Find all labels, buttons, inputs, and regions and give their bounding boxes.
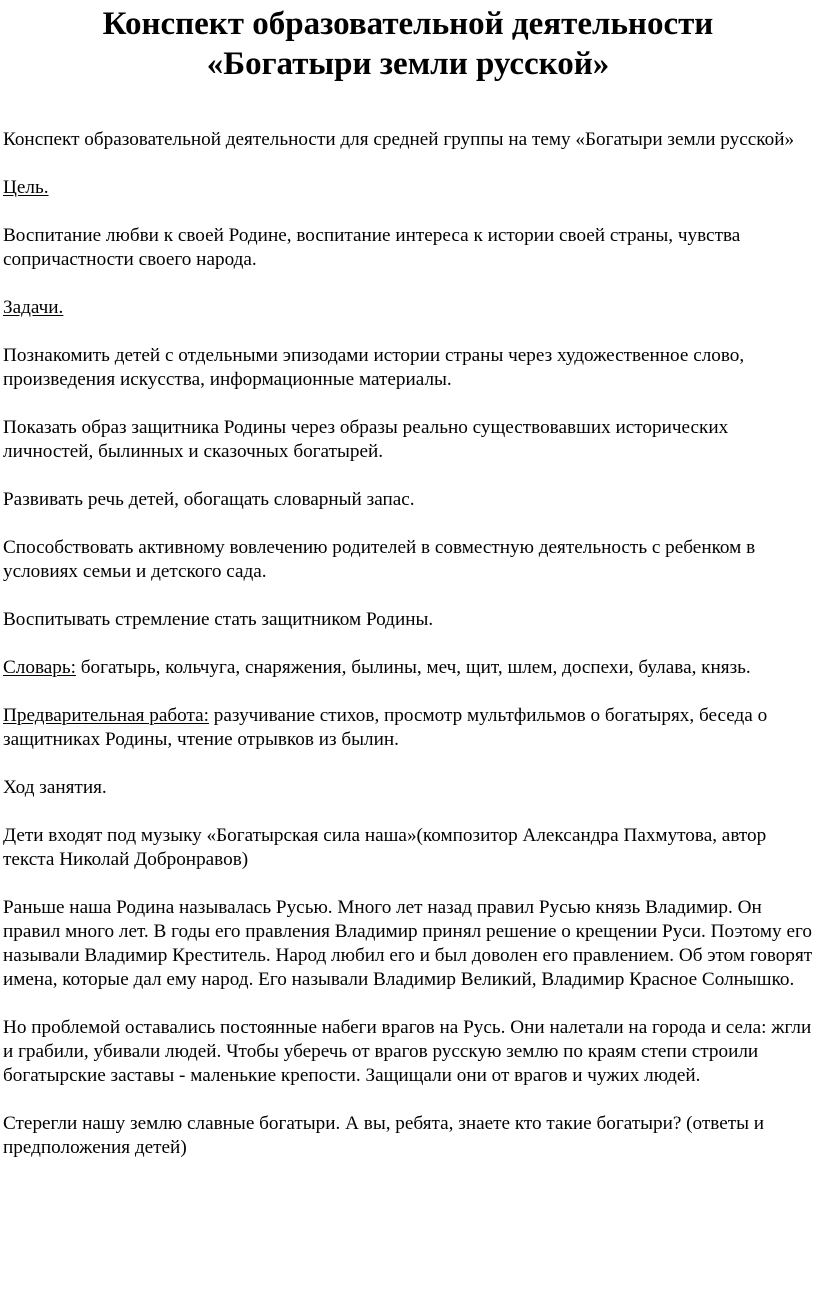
goal-heading-text: Цель. <box>3 177 49 198</box>
intro-paragraph: Конспект образовательной деятельности для средней группы на тему «Богатыри земли русской» <box>3 129 795 150</box>
preliminary-label: Предварительная работа: <box>3 705 209 726</box>
document-title-line-1: Конспект образовательной деятельности <box>102 6 714 42</box>
task-item: Воспитывать стремление стать защитником Родины. <box>3 609 434 630</box>
goal-heading <box>3 176 815 200</box>
lesson-paragraph: Раньше наша Родина называлась Русью. Много лет назад правил Русью князь Владимир. Он правил много лет. В годы его правления Владимир принял решение о крещении Руси. Поэтому его называли Владимир Креститель. Народ любил его и был доволен его правлением. Об этом говорят имена, которые дал ему народ. Его называли Владимир Великий, Владимир Красное Солнышко. <box>3 897 813 990</box>
lesson-paragraph: Но проблемой оставались постоянные набеги врагов на Русь. Они налетали на города и села: жгли и грабили, убивали людей. Чтобы уберечь от врагов русскую землю по краям степи строили богатырские заставы - маленькие крепости. Защищали они от врагов и чужих людей. <box>3 1017 812 1086</box>
lesson-paragraph: Стерегли нашу землю славные богатыри. А вы, ребята, знаете кто такие богатыри? (ответы и предположения детей) <box>3 1113 765 1158</box>
tasks-heading-text: Задачи. <box>3 297 64 318</box>
vocabulary-text: богатырь, кольчуга, снаряжения, былины, меч, щит, шлем, доспехи, булава, князь. <box>75 657 751 678</box>
lesson-paragraph: Дети входят под музыку «Богатырская сила наша»(композитор Александра Пахмутова, автор текста Николай Добронравов) <box>3 825 767 870</box>
preliminary-paragraph <box>3 704 815 752</box>
task-item: Познакомить детей с отдельными эпизодами истории страны через художественное слово, произведения искусства, информационные материалы. <box>3 345 745 390</box>
document-title-line-2: «Богатыри земли русской» <box>206 46 610 82</box>
document-body <box>3 128 815 1184</box>
task-item: Способствовать активному вовлечению родителей в совместную деятельность с ребенком в условиях семьи и детского сада. <box>3 537 756 582</box>
lesson-heading: Ход занятия. <box>3 777 107 798</box>
task-item: Развивать речь детей, обогащать словарный запас. <box>3 489 415 510</box>
vocabulary-label: Словарь: <box>3 657 76 678</box>
tasks-heading <box>3 296 815 320</box>
preliminary-text: разучивание стихов, просмотр мультфильмов о богатырях, беседа о защитниках Родины, чтение отрывков из былин. <box>3 705 768 750</box>
vocabulary-paragraph <box>3 656 815 680</box>
task-item: Показать образ защитника Родины через образы реально существовавших исторических личностей, былинных и сказочных богатырей. <box>3 417 729 462</box>
goal-text: Воспитание любви к своей Родине, воспитание интереса к истории своей страны, чувства сопричастности своего народа. <box>3 225 741 270</box>
